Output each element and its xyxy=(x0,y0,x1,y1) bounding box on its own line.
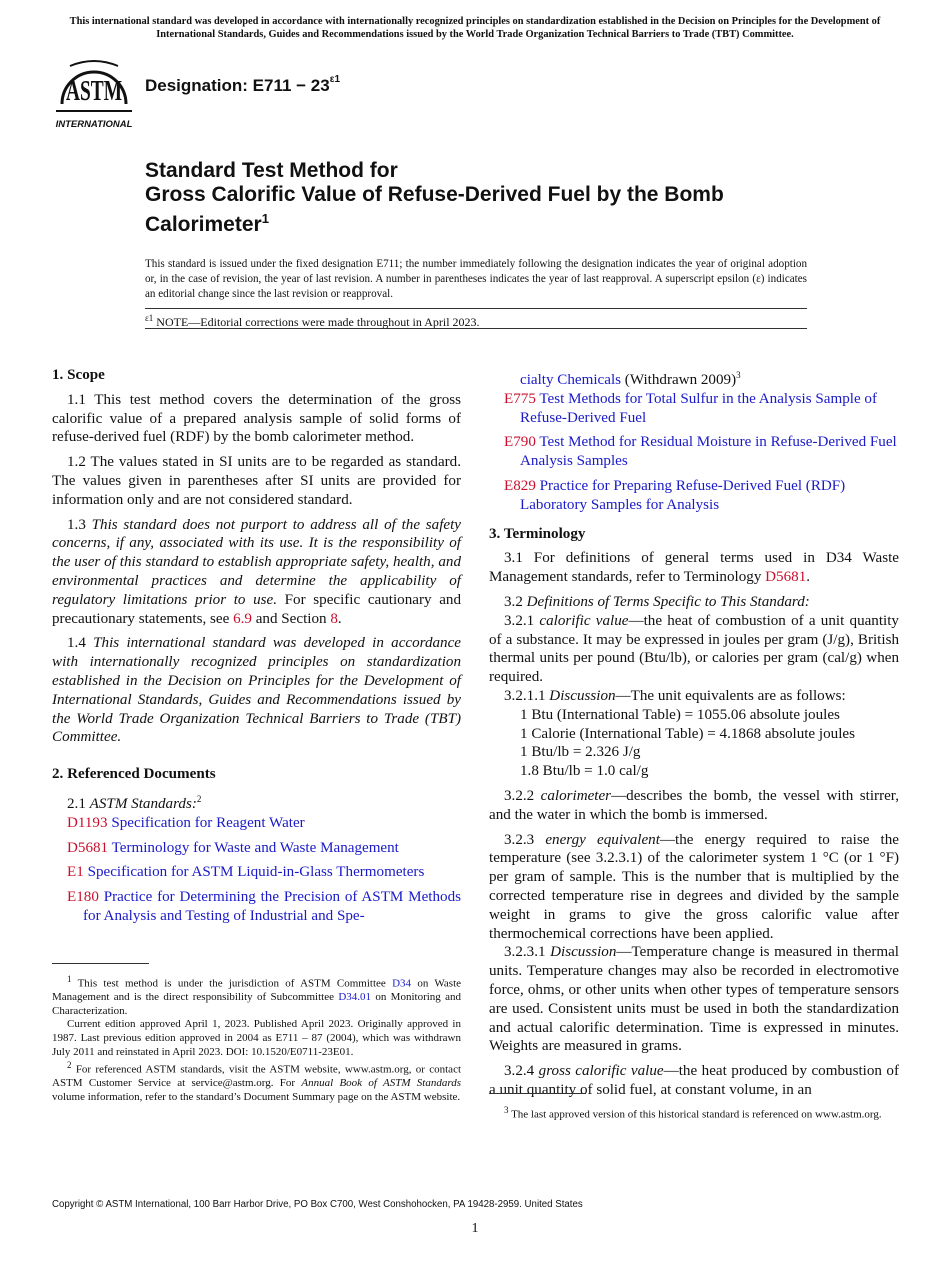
link-6-9[interactable]: 6.9 xyxy=(233,610,252,627)
ref-code-e1[interactable]: E1 xyxy=(67,864,84,881)
footnotes-left xyxy=(52,973,461,1105)
term-3-2-1-1-text: —The unit equivalents are as follows: xyxy=(615,687,846,704)
notice-rule-bottom xyxy=(145,328,807,329)
term-3-2-4-num: 3.2.4 xyxy=(504,1063,535,1080)
ref-code-e829[interactable]: E829 xyxy=(504,478,536,495)
scope-1-2: 1.2 The values stated in SI units are to be regarded as standard. The values given in parentheses after SI units are provided for information only and are not considered standard. xyxy=(52,454,461,508)
term-3-2-2-term: calorimeter xyxy=(540,787,612,804)
ref-code-e775[interactable]: E775 xyxy=(504,390,536,407)
term-3-2-1-num: 3.2.1 xyxy=(504,612,535,629)
term-3-2-4-text: —the heat produced by combustion of a unit quantity of solid fuel, at constant volume, in an xyxy=(489,1063,899,1098)
term-3-2-2 xyxy=(489,787,899,825)
term-3-2-2-text: —describes the bomb, the vessel with stirrer, and the water in which the bomb is immersed. xyxy=(489,787,899,823)
scope-heading: 1. Scope xyxy=(52,367,105,383)
refdocs-heading: 2. Referenced Documents xyxy=(52,766,216,783)
scope-1-3-italic: This standard does not purport to address all of the safety concerns, if any, associated with its use. It is the responsibility of the user of this standard to establish appropriate safety, health, and environmental practices and determine the applicability of regulatory limitations prior to use. xyxy=(52,516,462,608)
footnote-1 xyxy=(52,973,461,1018)
designation xyxy=(145,76,340,96)
astm-logo xyxy=(52,56,136,132)
scope-1-3-tail: For specific cautionary and precautionary statements, see xyxy=(52,591,461,627)
epsilon-note-sup: ε1 xyxy=(145,313,154,323)
title-line-1: Standard Test Method for xyxy=(145,159,398,182)
term-3-2-4 xyxy=(489,1062,899,1100)
scope-1-4 xyxy=(52,634,461,747)
term-3-2-1-1 xyxy=(489,687,899,706)
astm-logo-icon xyxy=(56,61,132,112)
ref-title-e1[interactable]: Specification for ASTM Liquid-in-Glass Thermometers xyxy=(87,864,425,881)
footnote-1-c: on Monitoring and Characterization. xyxy=(52,991,462,1017)
term-3-2-3-1-term: Discussion xyxy=(550,944,617,961)
ref-title-e790[interactable]: Test Method for Residual Moisture in Refuse-Derived Fuel Analysis Samples xyxy=(520,434,897,470)
title-footnote-ref: 1 xyxy=(261,211,269,226)
footnote-3 xyxy=(489,1104,899,1122)
term-3-2-num: 3.2 xyxy=(504,594,523,610)
unit-equivalent: 1 Btu/lb = 2.326 J/g xyxy=(520,744,641,761)
footnote-1-a: This test method is under the jurisdiction of ASTM Committee xyxy=(77,977,386,990)
term-3-2-3-text: —the energy required to raise the temperature (see 3.2.3.1) of the calorimeter system 1 °C (or 1 °F) per gram of sample. This is the number that is multiplied by the corrected temperature rise in degrees and divided by the sample weight in grams to give the gross calorific value after thermochemical corrections have been applied. xyxy=(489,831,899,942)
footnote-2-italic: Annual Book of ASTM Standards xyxy=(301,1077,462,1090)
left-column xyxy=(52,366,461,932)
copyright: Copyright © ASTM International, 100 Barr Harbor Drive, PO Box C700, West Conshohocken, PA 19428-2959. United States xyxy=(52,1199,583,1210)
ref-e790 xyxy=(489,433,899,471)
ref-code-d5681[interactable]: D5681 xyxy=(67,839,109,856)
document-title xyxy=(145,159,845,237)
designation-epsilon: ε1 xyxy=(329,74,341,86)
term-3-2-4-term: gross calorific value xyxy=(538,1063,664,1080)
footnote-3-text: The last approved version of this historical standard is referenced on www.astm.org. xyxy=(511,1108,882,1121)
footnote-2-a: For referenced ASTM standards, visit the ASTM website, www.astm.org, or contact ASTM Customer Service at service@astm.org. For xyxy=(52,1063,462,1090)
ref-code-e180[interactable]: E180 xyxy=(67,889,99,906)
ref-e180 xyxy=(52,888,461,926)
epsilon-note-text: NOTE—Editorial corrections were made throughout in April 2023. xyxy=(153,315,480,329)
term-3-1-text: 3.1 For definitions of general terms used in D34 Waste Management standards, refer to Terminology xyxy=(489,550,899,586)
right-column xyxy=(489,366,899,1100)
term-3-2-1 xyxy=(489,612,899,687)
footnote-rule-left xyxy=(52,963,149,964)
link-d34-01[interactable]: D34.01 xyxy=(338,991,372,1004)
term-3-2-3-num: 3.2.3 xyxy=(504,831,535,848)
link-d34[interactable]: D34 xyxy=(392,977,412,990)
ref-e180-continued-text[interactable]: cialty Chemicals xyxy=(520,372,622,389)
unit-equivalent: 1 Calorie (International Table) = 4.1868 absolute joules xyxy=(520,725,855,742)
ref-e180-continued: cialty Chemicals (Withdrawn 2009)$^3$ xyxy=(520,370,741,389)
footnote-3-sup: 3 xyxy=(504,1105,509,1115)
ref-e1 xyxy=(52,863,461,882)
link-d5681[interactable]: D5681 xyxy=(765,569,807,586)
ref-code-e790[interactable]: E790 xyxy=(504,434,536,451)
refdocs-2-1-sup: 2 xyxy=(196,793,202,804)
term-3-1: 3.1 For definitions of general terms used in D34 Waste Management standards, refer to Terminology D5681. xyxy=(489,550,899,586)
unit-equivalent: 1 Btu (International Table) = 1055.06 absolute joules xyxy=(520,706,840,723)
term-3-2-1-1-num: 3.2.1.1 xyxy=(504,687,546,704)
ref-d1193 xyxy=(52,814,461,833)
ref-e775 xyxy=(489,390,899,428)
term-3-2 xyxy=(489,593,899,612)
footnote-right xyxy=(489,1104,899,1122)
ref-e829 xyxy=(489,477,899,515)
footnote-2-sup: 2 xyxy=(67,1060,72,1071)
term-3-2-3-1 xyxy=(489,943,899,1056)
scope-1-3: 1.3 This standard does not purport to address all of the safety concerns, if any, associated with its use. It is the responsibility of the user of this standard to establish appropriate safety, health, and environmental practices and determine the applicability of regulatory limitations prior to use. For specific cautionary and precautionary statements, see 6.9 and Section 8. xyxy=(52,516,462,627)
terminology-heading: 3. Terminology xyxy=(489,525,586,542)
footnote-rule-right xyxy=(489,1093,586,1094)
term-3-2-italic: Definitions of Terms Specific to This Standard: xyxy=(526,594,810,610)
term-3-2-3-1-text: —Temperature change is measured in thermal units. Temperature changes may also be recorded in electromotive force, ohms, or other units when other types of temperature sensors are used. Consistent units must be used in both the standardization and actual calorific determination. Time is expressed in minutes. Weights are measured in grams. xyxy=(489,944,899,1055)
issued-notice: This standard is issued under the fixed designation E711; the number immediately following the designation indicates the year of original adoption or, in the case of revision, the year of last revision. A number in parentheses indicates the year of last reapproval. A superscript epsilon (ε) indicates an editorial change since the last revision or reapproval. xyxy=(145,258,807,300)
term-3-2-2-num: 3.2.2 xyxy=(504,787,535,804)
term-3-2-3-term: energy equivalent xyxy=(545,831,660,848)
unit-equivalents xyxy=(489,706,899,781)
footnote-1-edition: Current edition approved April 1, 2023. Published April 2023. Originally approved in 1987. Last previous edition approved in 2004 as E711 – 87 (2004), which was withdrawn July 2011 and reinstated in April 2023. DOI: 10.1520/E0711-23E01. xyxy=(52,1018,461,1058)
svg-text:ASTM: ASTM xyxy=(66,76,122,107)
ref-code-d1193[interactable]: D1193 xyxy=(67,814,108,831)
ref-title-d5681[interactable]: Terminology for Waste and Waste Management xyxy=(111,839,399,856)
top-notice: This international standard was developed in accordance with internationally recognized principles on standardization established in the Decision on Principles for the Development of International Standards, Guides and Recommendations issued by the World Trade Organization Technical Barriers to Trade (TBT) Committee. xyxy=(69,16,881,40)
footnote-2 xyxy=(52,1059,461,1104)
scope-1-3-num: 1.3 xyxy=(67,516,86,533)
term-3-2-3-1-num: 3.2.3.1 xyxy=(504,944,546,961)
ref-title-d1193[interactable]: Specification for Reagent Water xyxy=(111,814,305,831)
page-number: 1 xyxy=(471,1221,479,1236)
ref-title-e775[interactable]: Test Methods for Total Sulfur in the Analysis Sample of Refuse-Derived Fuel xyxy=(520,390,877,426)
logo-text: INTERNATIONAL xyxy=(55,119,133,130)
title-line-2: Gross Calorific Value of Refuse-Derived Fuel by the Bomb Calorimeter xyxy=(145,183,724,236)
term-3-2-3 xyxy=(489,831,899,944)
scope-1-4-italic: This international standard was developed in accordance with internationally recognized principles on standardization established in the Decision on Principles for the Development of International Standards, Guides and Recommendations issued by the World Trade Organization Technical Barriers to Trade (TBT) Committee. xyxy=(52,635,461,746)
designation-label: Designation: E711 − 23 xyxy=(145,76,330,95)
refdocs-2-1-label: ASTM Standards: xyxy=(89,795,197,812)
scope-1-4-num: 1.4 xyxy=(67,635,86,652)
unit-equivalent: 1.8 Btu/lb = 1.0 cal/g xyxy=(520,763,649,780)
refdocs-2-1 xyxy=(52,790,461,814)
link-section-8[interactable]: 8 xyxy=(330,610,338,627)
scope-1-3-and: and Section xyxy=(255,610,327,627)
refdocs-2-1-num: 2.1 xyxy=(67,795,86,812)
footnote-2-b: volume information, refer to the standard’s Document Summary page on the ASTM website. xyxy=(52,1091,461,1104)
term-3-2-1-1-term: Discussion xyxy=(549,687,616,704)
footnote-1-b: on Waste Management and is the direct responsibility of Subcommittee xyxy=(52,977,462,1004)
footnote-1-sup: 1 xyxy=(67,974,72,984)
term-3-2-1-text: —the heat of combustion of a unit quantity of a substance. It may be expressed in joules per gram (J/g), British thermal units per pound (Btu/lb), or calories per gram (cal/g) when required. xyxy=(489,612,899,686)
term-3-2-1-term: calorific value xyxy=(539,612,629,629)
ref-title-e829[interactable]: Practice for Preparing Refuse-Derived Fuel (RDF) Laboratory Samples for Analysis xyxy=(520,478,846,513)
notice-rule-top xyxy=(145,308,807,309)
ref-title-e180[interactable]: Practice for Determining the Precision of ASTM Methods for Analysis and Testing of Industrial and Spe- xyxy=(83,889,461,924)
scope-1-1: 1.1 This test method covers the determination of the gross calorific value of a prepared analysis sample of solid forms of refuse-derived fuel (RDF) by the bomb calorimeter method. xyxy=(52,391,461,446)
ref-d5681 xyxy=(52,839,461,858)
